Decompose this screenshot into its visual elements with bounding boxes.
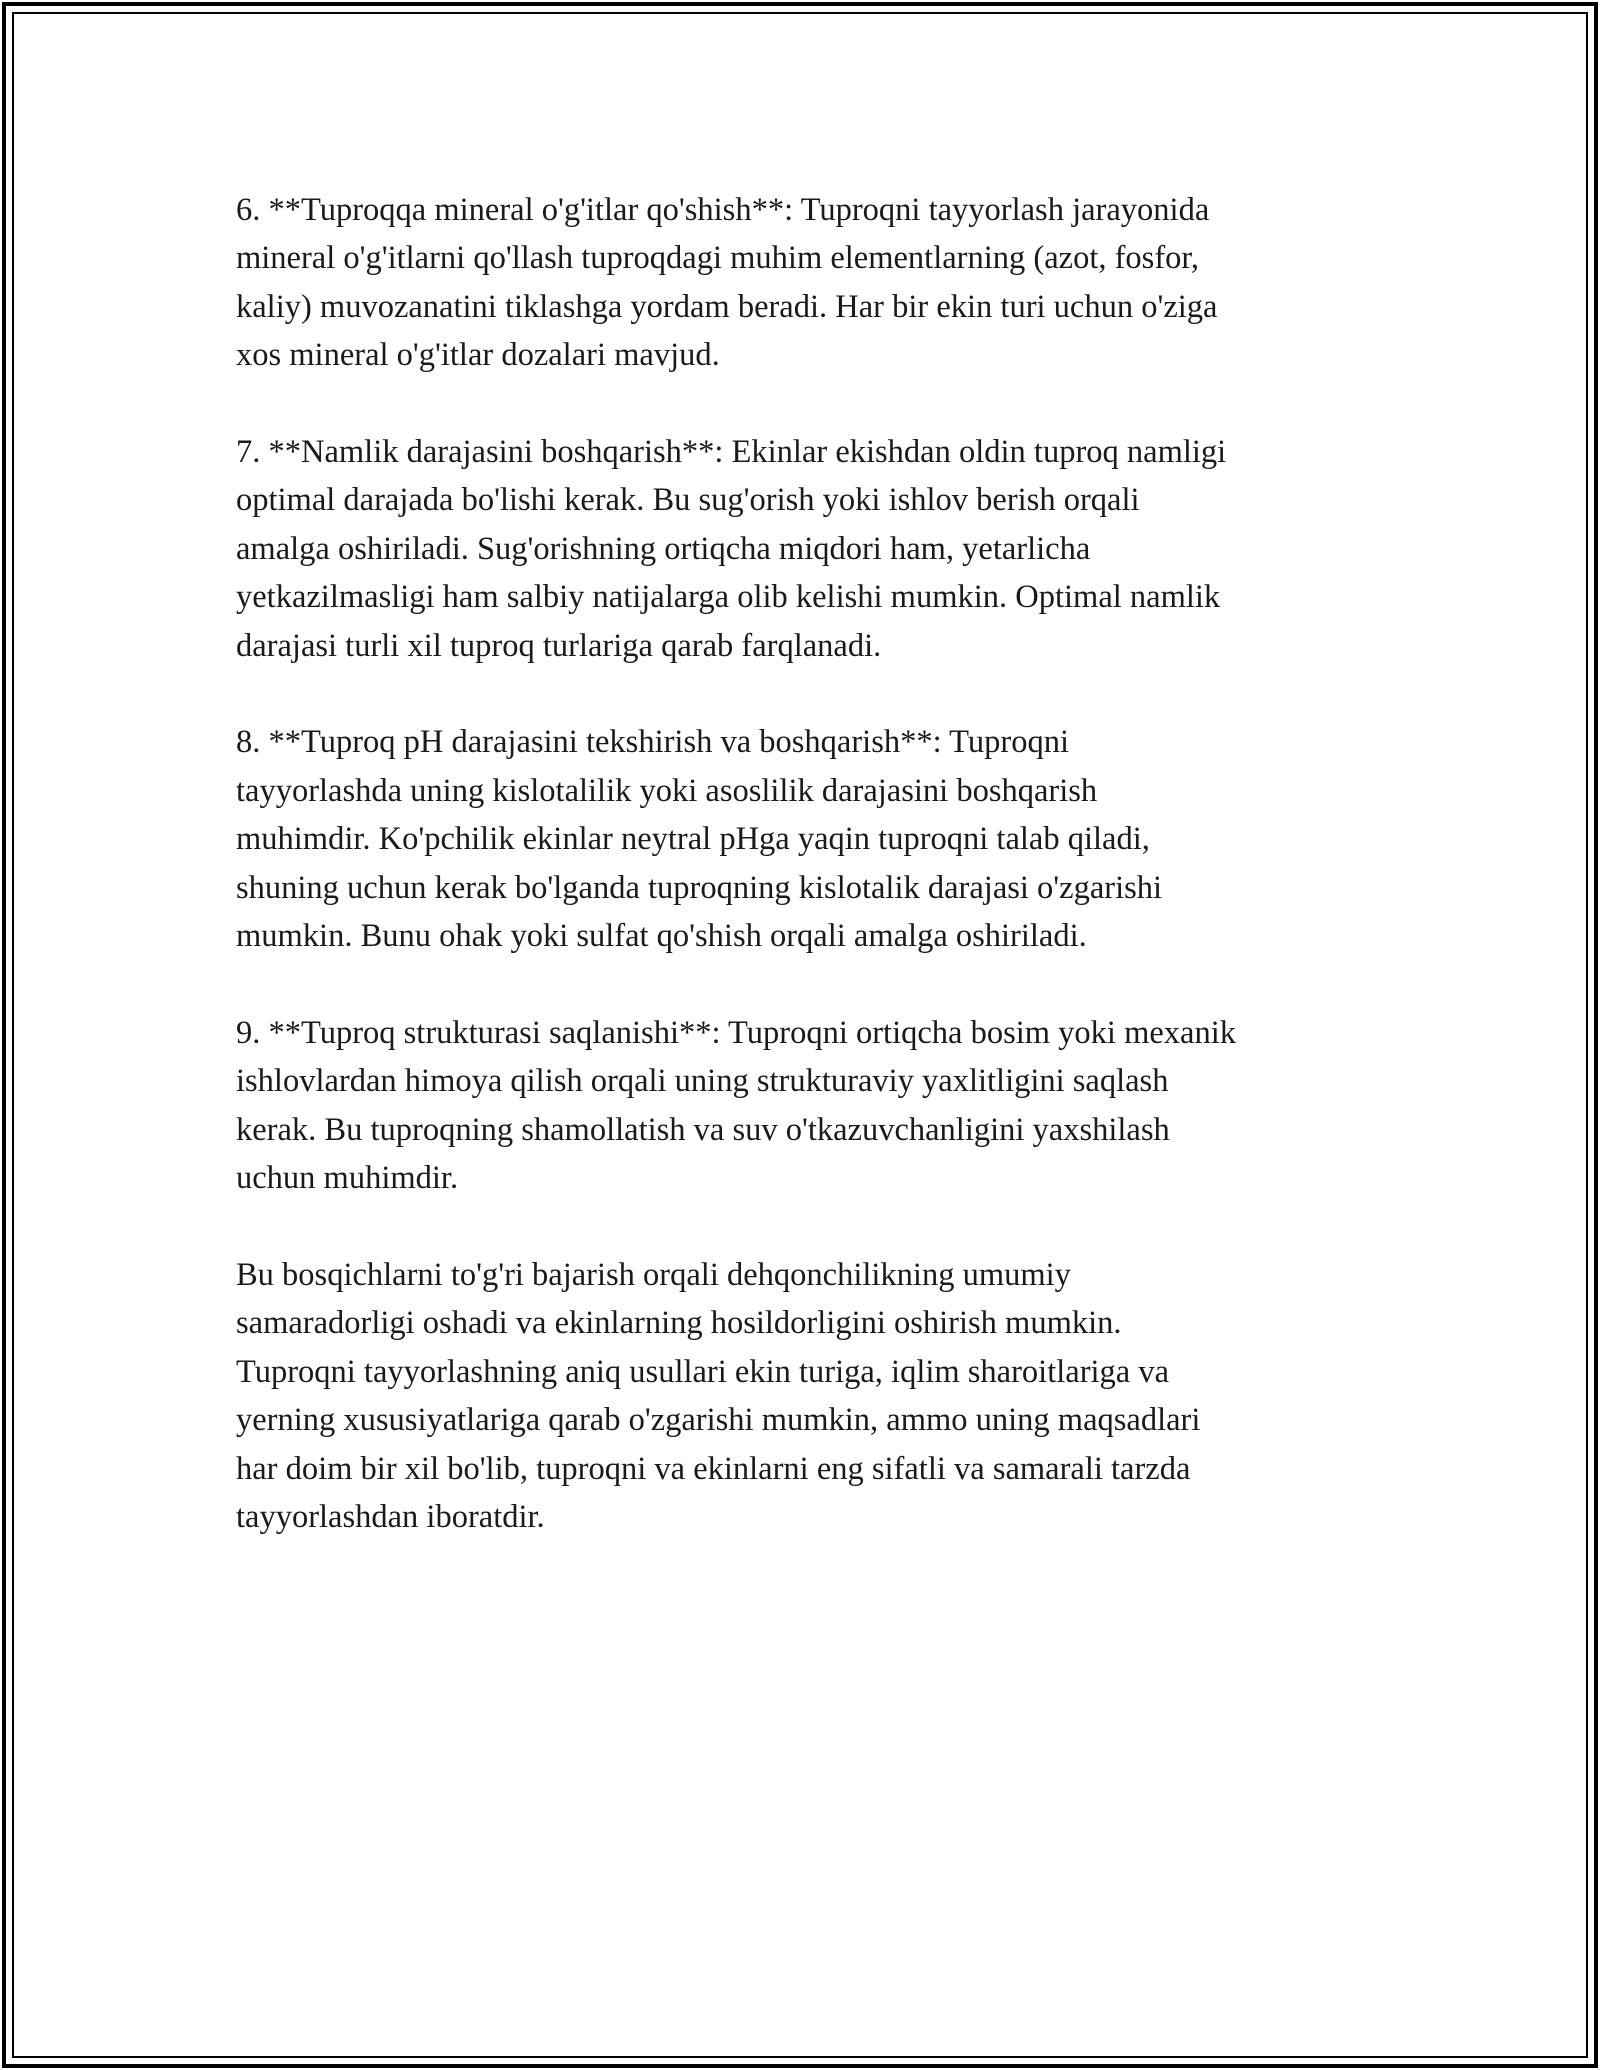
paragraph-conclusion bbox=[236, 1251, 1406, 1541]
text-line: kerak. Bu tuproqning shamollatish va suv o'tkazuvchanligini yaxshilash bbox=[236, 1111, 1170, 1148]
text-line: optimal darajada bo'lishi kerak. Bu sug'orish yoki ishlov berish orqali bbox=[236, 482, 1140, 519]
text-line: tayyorlashdan iboratdir. bbox=[236, 1498, 545, 1535]
text-line: 7. **Namlik darajasini boshqarish**: Ekinlar ekishdan oldin tuproq namligi bbox=[236, 434, 1227, 471]
text-line: Tuproqni tayyorlashning aniq usullari ekin turiga, iqlim sharoitlariga va bbox=[236, 1353, 1170, 1390]
text-line: samaradorligi oshadi va ekinlarning hosildorligini oshirish mumkin. bbox=[236, 1305, 1122, 1342]
text-line: tayyorlashda uning kislotalilik yoki asoslilik darajasini boshqarish bbox=[236, 772, 1098, 809]
text-line: yetkazilmasligi ham salbiy natijalarga olib kelishi mumkin. Optimal namlik bbox=[236, 579, 1221, 616]
paragraph-soil-structure bbox=[236, 1009, 1406, 1203]
paragraph-soil-ph bbox=[236, 718, 1406, 960]
text-line: mineral o'g'itlarni qo'llash tuproqdagi muhim elementlarning (azot, fosfor, bbox=[236, 240, 1200, 277]
paragraph-mineral-fertilizers bbox=[236, 186, 1406, 380]
text-line: har doim bir xil bo'lib, tuproqni va ekinlarni eng sifatli va samarali tarzda bbox=[236, 1450, 1191, 1487]
text-line: ishlovlardan himoya qilish orqali uning strukturaviy yaxlitligini saqlash bbox=[236, 1063, 1169, 1100]
text-line: shuning uchun kerak bo'lganda tuproqning kislotalik darajasi o'zgarishi bbox=[236, 869, 1163, 906]
text-line: darajasi turli xil tuproq turlariga qarab farqlanadi. bbox=[236, 627, 882, 664]
paragraph-moisture-control bbox=[236, 428, 1406, 670]
text-line: muhimdir. Ko'pchilik ekinlar neytral pHga yaqin tuproqni talab qiladi, bbox=[236, 821, 1150, 858]
text-line: 9. **Tuproq strukturasi saqlanishi**: Tuproqni ortiqcha bosim yoki mexanik bbox=[236, 1014, 1236, 1051]
text-line: Bu bosqichlarni to'g'ri bajarish orqali dehqonchilikning umumiy bbox=[236, 1256, 1071, 1293]
document-body bbox=[236, 186, 1406, 1590]
text-line: uchun muhimdir. bbox=[236, 1160, 459, 1197]
text-line: kaliy) muvozanatini tiklashga yordam beradi. Har bir ekin turi uchun o'ziga bbox=[236, 288, 1218, 325]
text-line: amalga oshiriladi. Sug'orishning ortiqcha miqdori ham, yetarlicha bbox=[236, 530, 1091, 567]
text-line: mumkin. Bunu ohak yoki sulfat qo'shish orqali amalga oshiriladi. bbox=[236, 918, 1087, 955]
text-line: yerning xususiyatlariga qarab o'zgarishi mumkin, ammo uning maqsadlari bbox=[236, 1402, 1201, 1439]
text-line: 6. **Tuproqqa mineral o'g'itlar qo'shish**: Tuproqni tayyorlash jarayonida bbox=[236, 192, 1210, 228]
text-line: xos mineral o'g'itlar dozalari mavjud. bbox=[236, 337, 720, 374]
text-line: 8. **Tuproq pH darajasini tekshirish va boshqarish**: Tuproqni bbox=[236, 724, 1069, 761]
